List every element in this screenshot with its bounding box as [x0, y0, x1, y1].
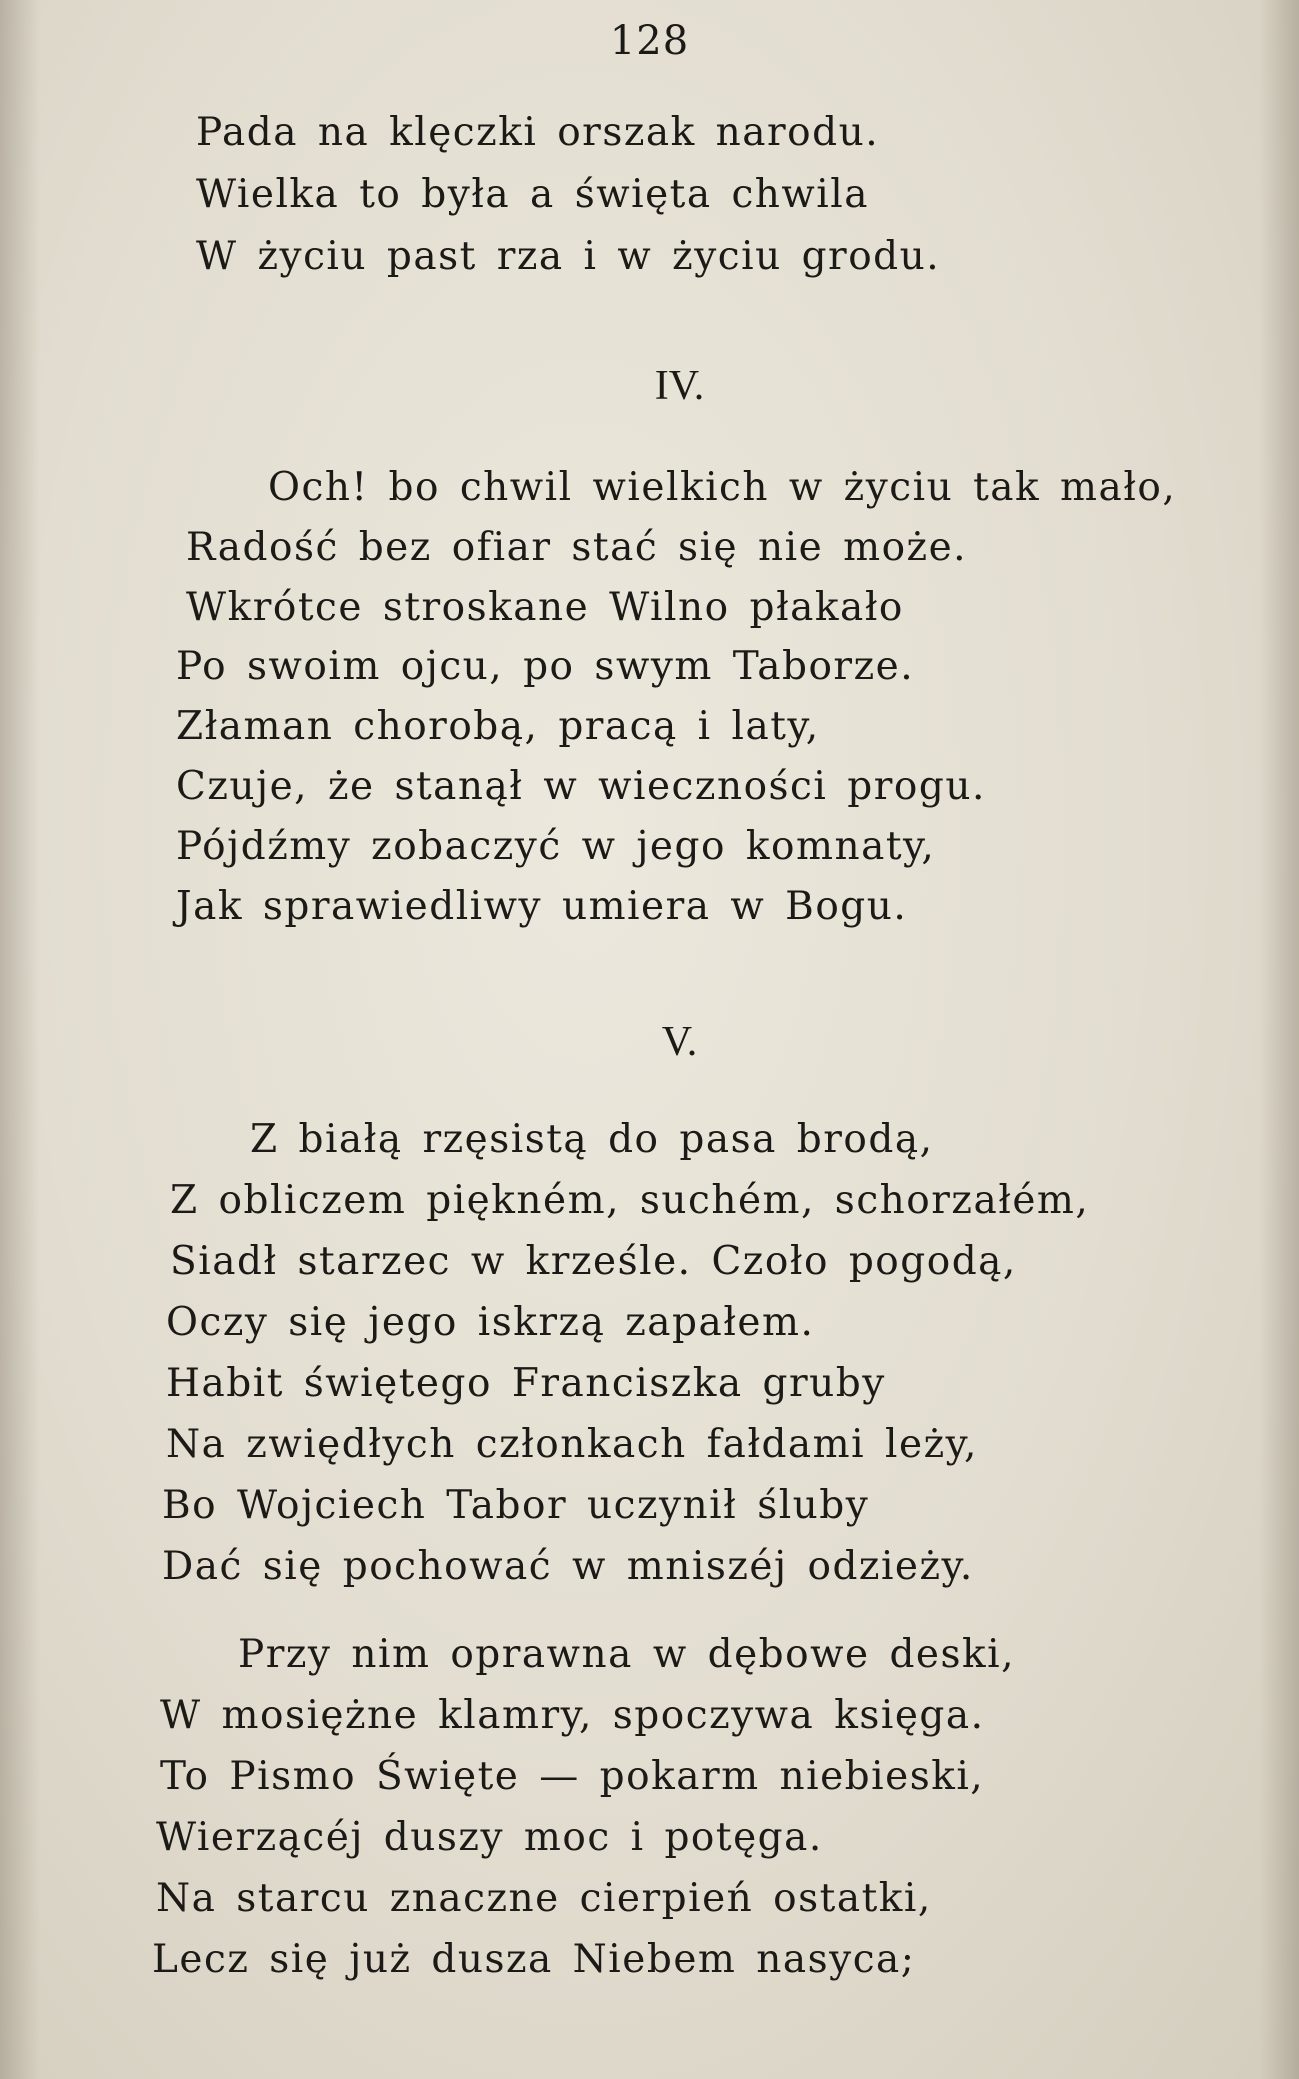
poem-line: W mosiężne klamry, spoczywa księga. [160, 1693, 985, 1738]
poem-line: W życiu past rza i w życiu grodu. [196, 234, 941, 279]
poem-line: Przy nim oprawna w dębowe deski, [238, 1632, 1016, 1677]
poem-line: Siadł starzec w krześle. Czoło pogodą, [170, 1239, 1017, 1284]
poem-line: Dać się pochować w mniszéj odzieży. [162, 1544, 974, 1589]
poem-line: Och! bo chwil wielkich w życiu tak mało, [268, 465, 1177, 510]
section-heading-v: V. [661, 1019, 698, 1065]
poem-line: Bo Wojciech Tabor uczynił śluby [162, 1483, 870, 1528]
poem-line: To Pismo Święte — pokarm niebieski, [160, 1754, 985, 1799]
poem-line: Złaman chorobą, pracą i laty, [176, 704, 820, 749]
poem-line: Po swoim ojcu, po swym Taborze. [176, 644, 915, 689]
section-heading-iv: IV. [654, 363, 705, 409]
poem-line: Na starcu znaczne cierpień ostatki, [156, 1876, 932, 1921]
poem-line: Czuje, że stanął w wieczności progu. [176, 764, 986, 809]
poem-line: Wielka to była a święta chwila [196, 172, 870, 217]
poem-line: Oczy się jego iskrzą zapałem. [166, 1300, 815, 1345]
poem-line: Radość bez ofiar stać się nie może. [186, 525, 968, 570]
poem-line: Jak sprawiedliwy umiera w Bogu. [176, 884, 908, 929]
poem-line: Pada na klęczki orszak narodu. [196, 110, 880, 155]
poem-line: Z białą rzęsistą do pasa brodą, [250, 1117, 934, 1162]
poem-line: Lecz się już dusza Niebem nasyca; [152, 1937, 916, 1982]
poem-line: Na zwiędłych członkach fałdami leży, [166, 1422, 978, 1467]
poem-line: Pójdźmy zobaczyć w jego komnaty, [176, 824, 936, 869]
poem-line: Wkrótce stroskane Wilno płakało [186, 585, 904, 630]
poem-line: Habit świętego Franciszka gruby [166, 1361, 886, 1406]
poem-line: Wierzącéj duszy moc i potęga. [156, 1815, 823, 1860]
poem-line: Z obliczem piękném, suchém, schorzałém, [170, 1178, 1090, 1223]
page-number: 128 [609, 18, 690, 64]
